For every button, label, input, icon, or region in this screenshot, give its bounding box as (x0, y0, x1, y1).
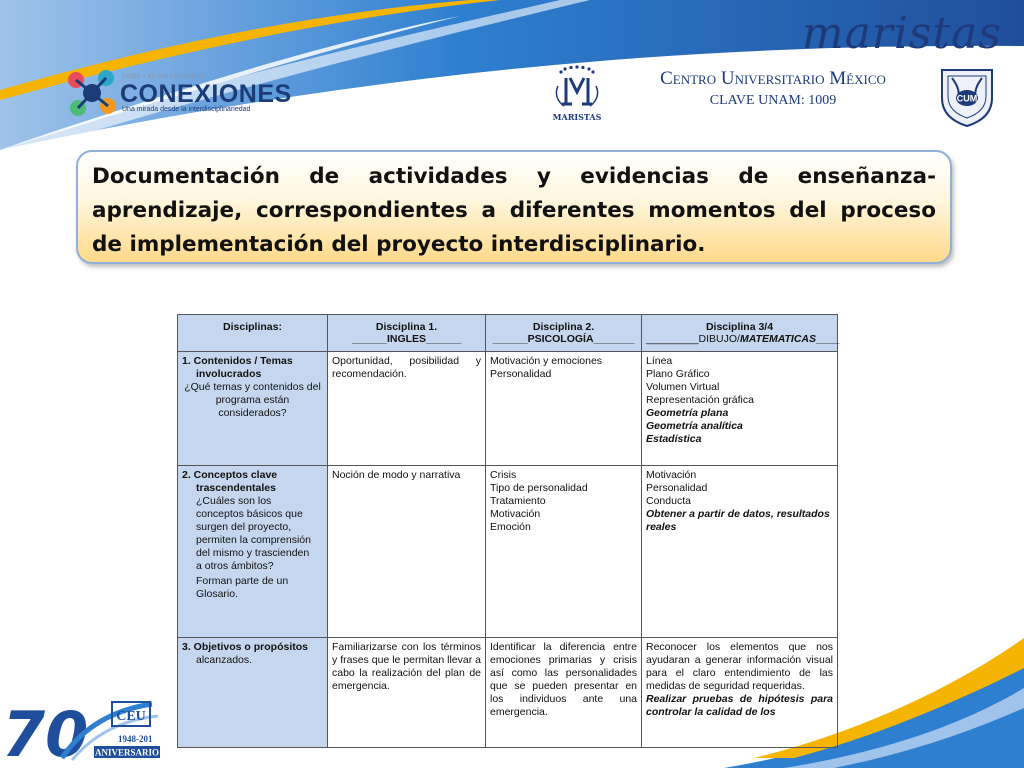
table-row (178, 352, 838, 466)
header-disciplina-2-number: Disciplina 2. (532, 321, 595, 333)
row1-ingles-cell: Oportunidad, posibilidad y recomendación. (328, 352, 486, 466)
anniversary-number: 70 (2, 698, 89, 768)
slide-title-box (76, 150, 952, 264)
header-disciplina-3-4-name-b: MATEMATICAS (739, 333, 817, 345)
list-item: Motivación (646, 469, 697, 481)
header-disciplina-3-4 (642, 315, 838, 352)
seventy-anniversary-logo (2, 698, 162, 768)
list-item: Estadística (646, 433, 702, 445)
row2-title-2: trascendentales (196, 482, 276, 494)
list-item: Plano Gráfico (646, 368, 710, 380)
list-item: Conducta (646, 495, 691, 507)
row1-dibujo-cell (642, 352, 838, 466)
row2-dibujo-cell (642, 466, 838, 638)
header-disciplina-1 (328, 315, 486, 352)
row2-question-2: Forman parte de un Glosario. (196, 575, 289, 600)
row2-title: 2. Conceptos clave (182, 469, 278, 481)
row1-question: ¿Qué temas y contenidos del programa están considerados? (184, 381, 321, 419)
list-item: Personalidad (646, 482, 708, 494)
maristas-emblem-label: MARISTAS (552, 112, 602, 122)
row2-question: ¿Cuáles son los conceptos básicos que surgen del proyecto, permiten la comprensión del mismo y trascienden a otros ámbitos? (196, 495, 311, 572)
cum-shield-icon (936, 64, 998, 128)
row2-ingles-cell: Noción de modo y narrativa (328, 466, 486, 638)
row3-dibujo-cell (642, 638, 838, 748)
list-item: Personalidad (490, 368, 552, 380)
row2-header-cell (178, 466, 328, 638)
disciplines-table (177, 314, 838, 748)
list-item: Geometría plana (646, 407, 729, 419)
table-header-row (178, 315, 838, 352)
institution-name: Centro Universitario México (660, 68, 886, 89)
list-item: Línea (646, 355, 673, 367)
row3-psicologia-cell: Identificar la diferencia entre emociones primarias y crisis así como las personalidades que se pueden presentar en los individuos ante una emergencia. (486, 638, 642, 748)
conexiones-network-icon (66, 68, 118, 118)
table-row (178, 638, 838, 748)
maristas-wordmark: maristas (801, 8, 1002, 59)
conexiones-logo (66, 68, 292, 120)
row3-header-cell (178, 638, 328, 748)
header-disciplina-3-4-number: Disciplina 3/4 (705, 321, 774, 333)
row2-psicologia-cell (486, 466, 642, 638)
header-disciplina-3-4-name-a: _________DIBUJO/ (646, 333, 740, 345)
header-disciplina-1-number: Disciplina 1. (375, 321, 438, 333)
row1-header-cell (178, 352, 328, 466)
list-item: Geometría analítica (646, 420, 743, 432)
header-disciplina-2 (486, 315, 642, 352)
row3-dibujo-text: Reconocer los elementos que nos ayudaran a generar información visual para el claro entendimiento de las medidas de seguridad requeridas. (646, 641, 833, 692)
list-item: Tratamiento (490, 495, 546, 507)
list-item: Motivación y emociones (490, 355, 603, 367)
institution-code: CLAVE UNAM: 1009 (709, 93, 837, 108)
disciplines-table-container (177, 314, 840, 742)
list-item: Volumen Virtual (646, 381, 720, 393)
row3-dibujo-bold: Realizar pruebas de hipótesis para controlar la calidad de los (646, 693, 833, 718)
slide-title: Documentación de actividades y evidencias de enseñanza-aprendizaje, correspondientes a diferentes momentos del proceso de implementación del proyecto interdisciplinario. (92, 164, 936, 257)
list-item: Crisis (490, 469, 517, 481)
list-item: Representación gráfica (646, 394, 754, 406)
list-item: Tipo de personalidad (490, 482, 588, 494)
header-disciplina-3-4-name (646, 333, 840, 345)
header-disciplina-3-4-name-c: ____ (816, 333, 840, 345)
row1-title-2: involucrados (196, 368, 262, 380)
conexiones-anniversary-label: DGBE • 50 ANIVERSARIO (122, 74, 204, 80)
header-disciplina-1-name: ______INGLES______ (351, 333, 462, 345)
conexiones-wordmark: CONEXIONES (120, 80, 292, 108)
header-disciplina-2-name: ______PSICOLOGÍA_______ (492, 333, 635, 345)
list-item: Motivación (490, 508, 541, 520)
row3-title-2: alcanzados. (196, 654, 253, 666)
list-item: Obtener a partir de datos, resultados reales (646, 508, 830, 533)
maristas-emblem (548, 64, 606, 126)
cum-seal-text: CUM (956, 93, 978, 104)
row1-title: 1. Contenidos / Temas (182, 355, 293, 367)
list-item: Emoción (490, 521, 531, 533)
anniversary-years: 1948-201 (118, 734, 153, 744)
row1-psicologia-cell (486, 352, 642, 466)
anniversary-label: ANIVERSARIO (94, 747, 160, 758)
maristas-crest-icon (548, 64, 606, 112)
header-disciplinas: Disciplinas: (178, 315, 328, 352)
row3-title: 3. Objetivos o propósitos (182, 641, 309, 653)
row3-ingles-cell: Familiarizarse con los términos y frases que le permitan llevar a cabo la realización del plan de emergencia. (328, 638, 486, 748)
table-row (178, 466, 838, 638)
anniversary-seal-letters: CEU (116, 709, 146, 724)
conexiones-tagline: Una mirada desde la interdisciplinariedad (122, 106, 251, 113)
